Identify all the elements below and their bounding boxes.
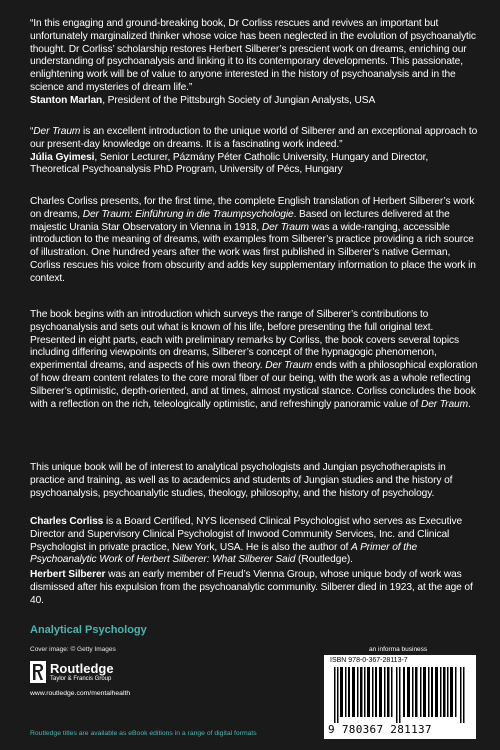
text-span: was an early member of Freud’s Vienna Group, whose unique body of work was dismissed after his expulsion from the psychoanalytic community. Silberer died in 1923, at the age of 40. <box>30 569 473 606</box>
author-name: Charles Corliss <box>30 516 104 527</box>
publisher-logo-text <box>50 662 114 683</box>
imprint-tagline: an informa business <box>369 646 428 653</box>
ebook-notice: Routledge titles are available as eBook editions in a range of digital formats <box>30 730 257 737</box>
book-title-italic: Der Traum <box>265 360 313 372</box>
subject-bio <box>30 569 478 607</box>
praise-quote-2 <box>30 126 478 177</box>
text-span: ends with a philosophical exploration of how dream content relates to the core moral fiber of our being, with the work as a whole reflecting Silberer’s optimistic, depth-oriented, and at times, almost mystical stance. Corliss concludes the book with a reflection on the rich, teleologically optimistic, and refreshingly panoramic value of <box>30 360 478 410</box>
publisher-url: www.routledge.com/mentalhealth <box>30 690 131 697</box>
book-title-italic: Der Traum <box>261 221 309 233</box>
subject-name: Herbert Silberer <box>30 569 106 580</box>
quote-mark: “ <box>30 126 34 137</box>
praise-affiliation: , Senior Lecturer, Pázmány Péter Catholic University, Hungary and Director, Theoretical Psychoanalysis PhD Program, University of Pécs, Hungary <box>30 151 429 176</box>
text-span: . <box>467 398 471 410</box>
isbn-number: ISBN 978-0-367-28113-7 <box>330 657 408 664</box>
text-span: . Based on lectures delivered at the majestic Urania Star Observatory in Vienna in 1918, <box>30 208 450 233</box>
description-paragraph-2 <box>30 309 478 411</box>
book-title-italic: A Primer of the Psychoanalytic Work of Herbert Silberer: What Silberer Said <box>30 541 418 566</box>
praise-author: Stanton Marlan <box>30 94 103 106</box>
book-title-italic: Der Traum: Einführung in die Traumpsychologie <box>82 208 294 220</box>
book-title-italic: Der Traum <box>33 126 81 137</box>
text-span: This unique book will be of interest to analytical psychologists and Jungian psychotherapists in practice and training, as well as to academics and students of Jungian studies and the history of psychoanalysis, psychoanalytic studies, theology, philosophy, and the history of psychology. <box>30 462 453 499</box>
praise-text: is an excellent introduction to the unique world of Silberer and an exceptional approach to our present-day knowledge on dreams. It is a fascinating work indeed.” <box>30 126 478 150</box>
text-span: Charles Corliss presents, for the first time, the complete English translation of Herbert Silberer’s work on dreams, <box>30 196 475 220</box>
praise-quote-1 <box>30 18 478 108</box>
text-span: (Routledge). <box>295 554 353 566</box>
text-span: was a wide-ranging, accessible introduction to the meaning of dreams, with examples from Silberer’s practice providing a rich source of illustration. One hundred years after the work was first published in Silberer’s native German, Corliss rescues his voice from obscurity and adds key supplementary information to place the work in context. <box>30 221 476 284</box>
praise-author: Júlia Gyimesi <box>30 151 95 163</box>
praise-text: “In this engaging and ground-breaking book, Dr Corliss rescues and revives an important but unfortunately marginalized thinker whose voice has been neglected in the evolution of psychoanalytic thought. Dr Corliss’ scholarship restores Herbert Silberer’s prescient work on dreams, enriching our understanding of psychoanalysis and linking it to its contemporary developments. This passionate, enlightening work will be of value to anyone interested in the history of psychoanalysis and in the science and mysteries of dream life.” <box>30 18 476 93</box>
text-span: The book begins with an introduction which surveys the range of Silberer’s contributions to psychoanalysis and sets out what is known of his life, before presenting the full original text. Presented in eight parts, each with preliminary remarks by Corliss, the book covers several topics including differing viewpoints on dreams, Silberer’s concept of the hypnagogic phenomenon, experimental dreams, and aspects of his own theory. <box>30 309 460 372</box>
barcode-panel <box>324 655 476 739</box>
description-paragraph-3 <box>30 462 478 500</box>
cover-credit: Cover image: © Getty Images <box>30 646 116 653</box>
series-name: Analytical Psychology <box>30 624 147 636</box>
praise-affiliation: , President of the Pittsburgh Society of Jungian Analysts, USA <box>102 94 376 106</box>
text-span: is a Board Certified, NYS licensed Clinical Psychologist who serves as Executive Director and Supervisory Clinical Psychologist of Inwood Community Services, Inc. and Clinical Psychologist in private practice, New York, USA. He is also the author of <box>30 516 463 553</box>
barcode-digits: 9 780367 281137 <box>328 723 432 736</box>
routledge-logo-icon <box>30 661 46 683</box>
barcode-icon <box>334 667 466 723</box>
book-title-italic: Der Traum <box>420 398 468 410</box>
description-paragraph-1 <box>30 196 478 286</box>
publisher-group: Taylor & Francis Group <box>50 676 112 682</box>
publisher-name: Routledge <box>50 661 114 676</box>
author-bio <box>30 516 478 567</box>
